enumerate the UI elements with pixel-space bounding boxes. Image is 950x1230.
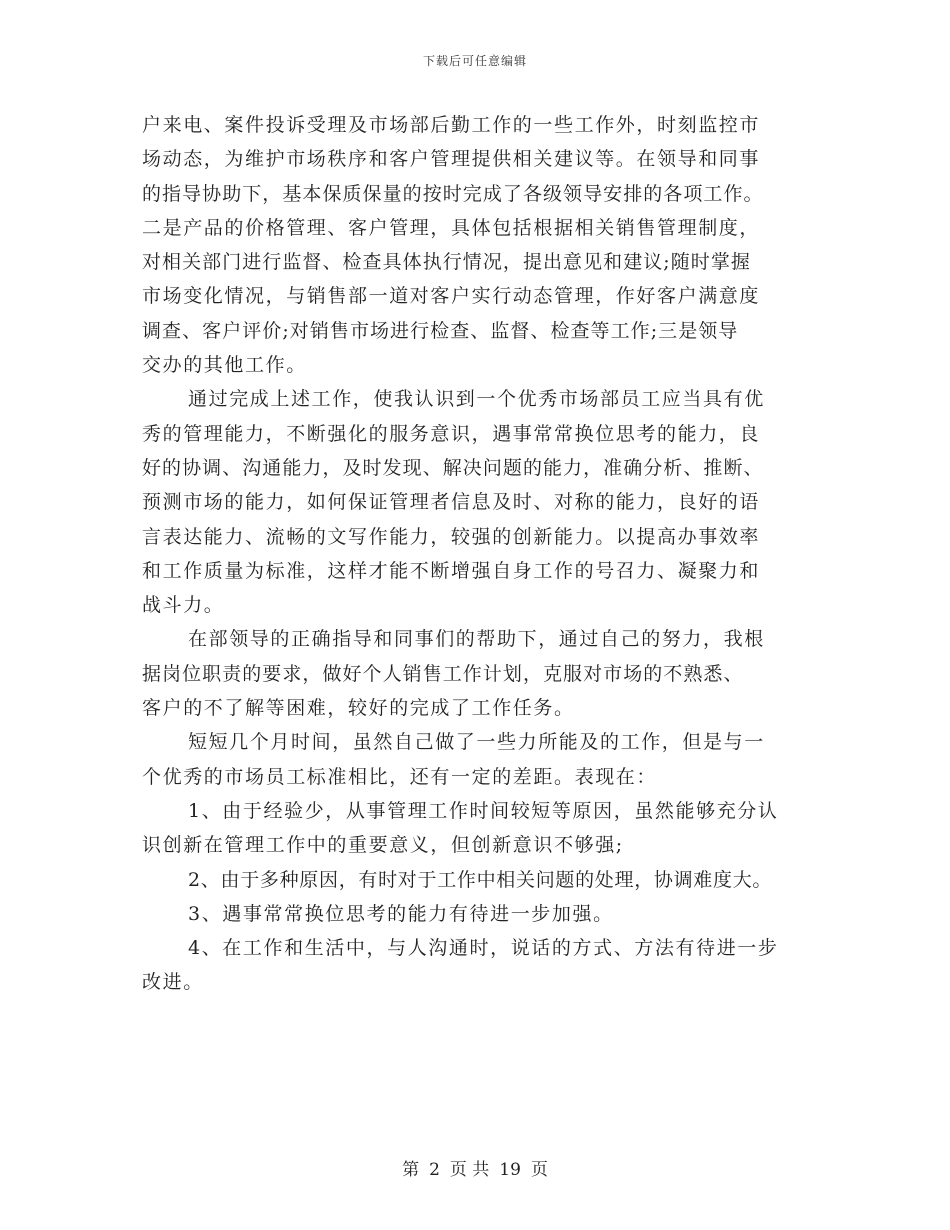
paragraph-6 <box>142 863 812 897</box>
list-item-1: 1、由于经验少，从事管理工作时间较短等原因，虽然能够充分认 <box>188 799 779 822</box>
text-line: 二是产品的价格管理、客户管理，具体包括根据相关销售管理制度， <box>142 216 761 239</box>
text-line: 客户的不了解等困难，较好的完成了工作任务。 <box>142 697 575 720</box>
page-number: 2 <box>429 1160 440 1180</box>
paragraph-1 <box>142 108 812 382</box>
text-line: 好的协调、沟通能力，及时发现、解决问题的能力，准确分析、推断、 <box>142 456 764 479</box>
paragraph-4 <box>142 725 812 794</box>
list-item-3: 3、遇事常常换位思考的能力有待进一步加强。 <box>188 902 614 925</box>
text-line: 秀的管理能力，不断强化的服务意识，遇事常常换位思考的能力，良 <box>142 422 761 445</box>
total-pages: 19 <box>499 1160 521 1180</box>
page-footer <box>0 1155 950 1180</box>
text-line: 改进。 <box>142 971 204 994</box>
text-line: 对相关部门进行监督、检查具体执行情况，提出意见和建议;随时掌握 <box>142 251 751 274</box>
page-header: 下载后可任意编辑 <box>422 54 527 68</box>
text-line: 调查、客户评价;对销售市场进行检查、监督、检查等工作;三是领导 <box>142 319 739 342</box>
paragraph-7 <box>142 897 812 931</box>
text-line: 个优秀的市场员工标准相比，还有一定的差距。表现在： <box>142 765 658 788</box>
text-line: 据岗位职责的要求，做好个人销售工作计划，克服对市场的不熟悉、 <box>142 662 744 685</box>
document-body <box>142 108 812 1000</box>
paragraph-8 <box>142 931 812 1000</box>
text-line: 交办的其他工作。 <box>142 354 307 377</box>
text-line: 通过完成上述工作，使我认识到一个优秀市场部员工应当具有优 <box>188 388 765 411</box>
paragraph-5 <box>142 794 812 863</box>
list-item-4: 4、在工作和生活中，与人沟通时，说话的方式、方法有待进一步 <box>188 937 779 960</box>
text-line: 的指导协助下，基本保质保量的按时完成了各级领导安排的各项工作。 <box>142 182 764 205</box>
paragraph-3 <box>142 622 812 725</box>
text-line: 言表达能力、流畅的文写作能力，较强的创新能力。以提高办事效率 <box>142 525 761 548</box>
text-line: 和工作质量为标准，这样才能不断增强自身工作的号召力、凝聚力和 <box>142 559 761 582</box>
text-line: 识创新在管理工作中的重要意义，但创新意识不够强; <box>142 834 624 857</box>
list-item-2: 2、由于多种原因，有时对于工作中相关问题的处理，协调难度大。 <box>188 868 773 891</box>
footer-middle: 页 共 <box>449 1160 490 1180</box>
text-line: 场动态，为维护市场秩序和客户管理提供相关建议等。在领导和同事 <box>142 148 761 171</box>
text-line: 战斗力。 <box>142 594 225 617</box>
text-line: 在部领导的正确指导和同事们的帮助下，通过自己的努力，我根 <box>188 628 765 651</box>
text-line: 市场变化情况，与销售部一道对客户实行动态管理，作好客户满意度 <box>142 285 761 308</box>
paragraph-2 <box>142 382 812 622</box>
footer-suffix: 页 <box>530 1160 548 1180</box>
text-line: 短短几个月时间，虽然自己做了一些力所能及的工作，但是与一 <box>188 731 765 754</box>
text-line: 预测市场的能力，如何保证管理者信息及时、对称的能力，良好的语 <box>142 491 761 514</box>
text-line: 户来电、案件投诉受理及市场部后勤工作的一些工作外，时刻监控市 <box>142 114 761 136</box>
footer-prefix: 第 <box>402 1160 420 1180</box>
